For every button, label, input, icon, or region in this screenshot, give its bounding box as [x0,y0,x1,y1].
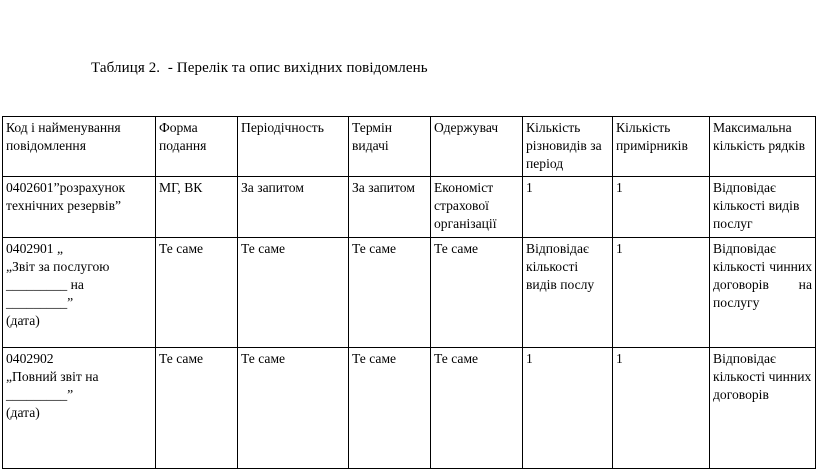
cell-max-rows: Відповідає кількості видів послуг [710,177,816,238]
cell-form: Те саме [156,348,238,469]
header-cell: Термін видачі [349,117,431,177]
cell-recipient: Те саме [431,238,523,348]
cell-period: Те саме [238,238,349,348]
header-cell: Максимальна кількість рядків [710,117,816,177]
cell-recipient: Економіст страхової організації [431,177,523,238]
table-row [3,238,816,348]
cell-code [3,348,156,469]
cell-copies: 1 [613,177,710,238]
cell-period: За запитом [238,177,349,238]
header-cell: Одержувач [431,117,523,177]
code-line: „Повний звіт на [6,369,99,384]
code-line: _________ на [6,277,84,292]
header-cell: Періодічность [238,117,349,177]
cell-variants: 1 [523,177,613,238]
cell-form: Те саме [156,238,238,348]
cell-variants: 1 [523,348,613,469]
table-header-row [3,117,816,177]
table-row [3,177,816,238]
cell-max-rows: Відповідає кількості чинних договорів [710,348,816,469]
cell-recipient: Те саме [431,348,523,469]
header-cell: Кількість примірників [613,117,710,177]
header-cell: Кількість різновидів за період [523,117,613,177]
code-line: (дата) [6,313,40,328]
cell-copies: 1 [613,348,710,469]
table-caption: Таблиця 2. - Перелік та опис вихідних повідомлень [91,60,428,76]
code-line: _________” [6,387,74,402]
cell-max-rows: Відповідає кількості чинних договорів на послугу [710,238,816,348]
code-line: _________” [6,295,74,310]
cell-code [3,238,156,348]
table-row [3,348,816,469]
cell-code: 0402601”розрахунок технічних резервів” [3,177,156,238]
cell-form: МГ, ВК [156,177,238,238]
cell-variants: Відповідає кількості видів послу [523,238,613,348]
output-messages-table [2,116,816,469]
header-cell: Код і найменування повідомлення [3,117,156,177]
cell-term: Те саме [349,238,431,348]
header-cell: Форма подання [156,117,238,177]
code-line: „Звіт за послугою [6,259,110,274]
cell-term: Те саме [349,348,431,469]
cell-term: За запитом [349,177,431,238]
code-line: 0402901 „ [6,241,64,256]
code-line: (дата) [6,405,40,420]
cell-copies: 1 [613,238,710,348]
code-line: 0402902 [6,351,54,366]
cell-period: Те саме [238,348,349,469]
